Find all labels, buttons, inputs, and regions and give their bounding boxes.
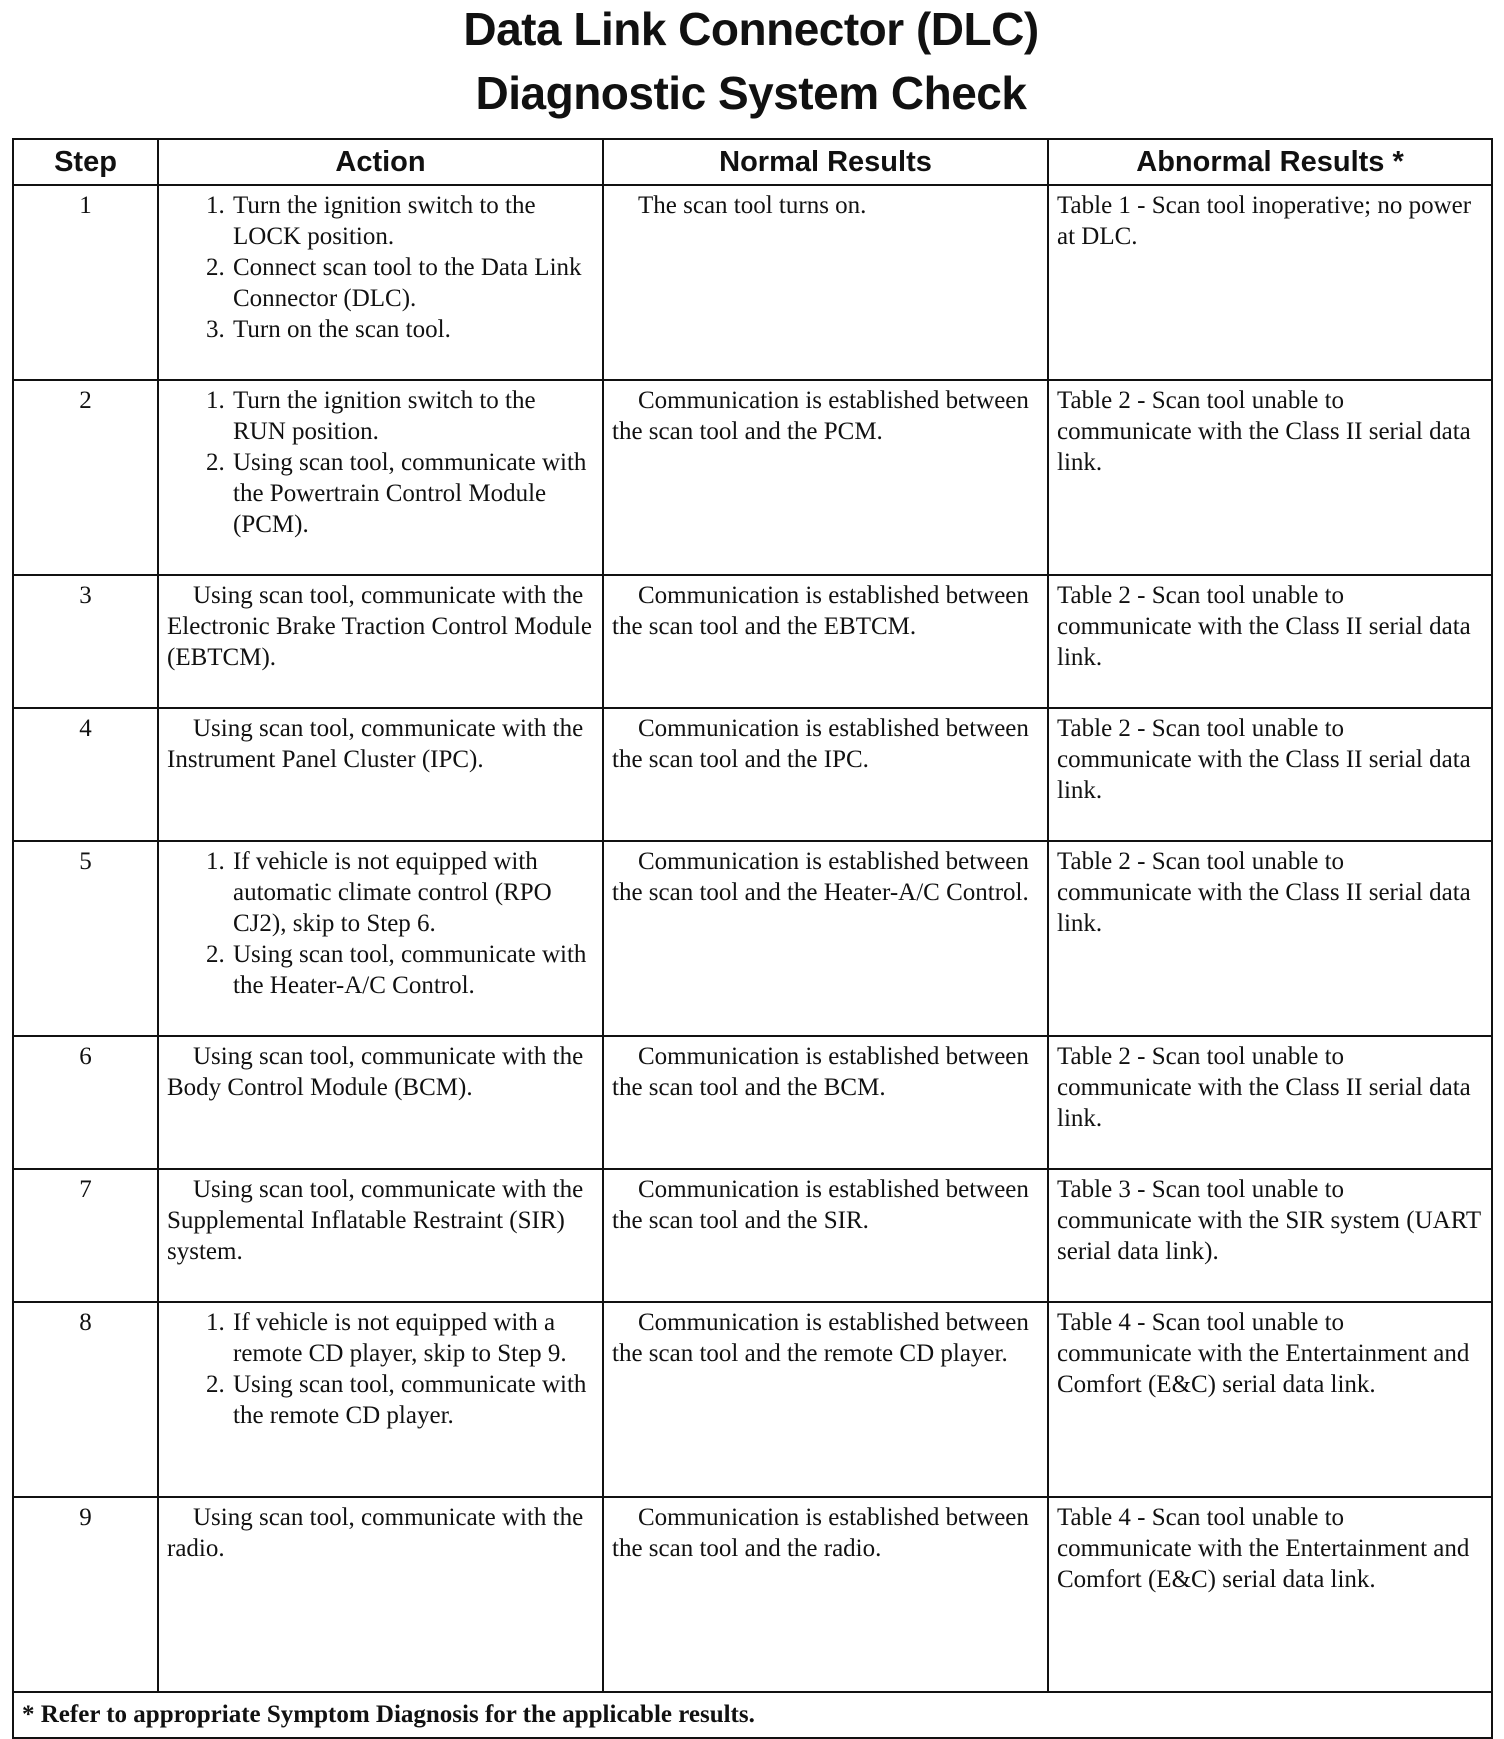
abnormal-result-cell: Table 4 - Scan tool unable to communicate with the Entertainment and Comfort (E&C) serial data link. xyxy=(1048,1302,1492,1497)
action-item: 2. Using scan tool, communicate with the Heater-A/C Control. xyxy=(231,939,594,1001)
normal-result-text: Communication is established between the scan tool and the BCM. xyxy=(612,1043,1029,1101)
normal-result-cell xyxy=(603,1169,1048,1302)
normal-result-cell xyxy=(603,1036,1048,1169)
action-cell xyxy=(158,575,603,708)
header-abnormal-results: Abnormal Results * xyxy=(1048,139,1492,185)
step-number: 8 xyxy=(13,1302,158,1497)
normal-result-text: Communication is established between the scan tool and the radio. xyxy=(612,1504,1029,1562)
action-list xyxy=(167,1307,594,1431)
table-row xyxy=(13,185,1492,380)
normal-result-text: The scan tool turns on. xyxy=(638,192,867,219)
table-row xyxy=(13,841,1492,1036)
table-row xyxy=(13,380,1492,575)
action-cell xyxy=(158,1169,603,1302)
abnormal-result-cell: Table 3 - Scan tool unable to communicate with the SIR system (UART serial data link). xyxy=(1048,1169,1492,1302)
header-normal-results: Normal Results xyxy=(603,139,1048,185)
action-item: 2. Using scan tool, communicate with the Powertrain Control Module (PCM). xyxy=(231,447,594,540)
action-item: 1. Turn the ignition switch to the LOCK position. xyxy=(231,190,594,252)
abnormal-result-cell: Table 2 - Scan tool unable to communicate with the Class II serial data link. xyxy=(1048,1036,1492,1169)
normal-result-cell xyxy=(603,708,1048,841)
action-list xyxy=(167,385,594,540)
table-row xyxy=(13,1302,1492,1497)
action-cell xyxy=(158,1497,603,1692)
abnormal-result-cell: Table 4 - Scan tool unable to communicate with the Entertainment and Comfort (E&C) serial data link. xyxy=(1048,1497,1492,1692)
action-item: 1. Turn the ignition switch to the RUN position. xyxy=(231,385,594,447)
action-text: Using scan tool, communicate with the Body Control Module (BCM). xyxy=(167,1043,584,1101)
action-list xyxy=(167,190,594,345)
abnormal-result-cell: Table 2 - Scan tool unable to communicate with the Class II serial data link. xyxy=(1048,380,1492,575)
action-list xyxy=(167,846,594,1001)
normal-result-text: Communication is established between the scan tool and the PCM. xyxy=(612,387,1029,445)
step-number: 4 xyxy=(13,708,158,841)
abnormal-result-cell: Table 2 - Scan tool unable to communicate with the Class II serial data link. xyxy=(1048,708,1492,841)
normal-result-cell xyxy=(603,1302,1048,1497)
action-text: Using scan tool, communicate with the radio. xyxy=(167,1504,584,1562)
step-number: 9 xyxy=(13,1497,158,1692)
action-item: 1. If vehicle is not equipped with a remote CD player, skip to Step 9. xyxy=(231,1307,594,1369)
action-item: 3. Turn on the scan tool. xyxy=(231,314,594,345)
table-header-row xyxy=(13,139,1492,185)
action-cell xyxy=(158,841,603,1036)
abnormal-result-cell: Table 1 - Scan tool inoperative; no power at DLC. xyxy=(1048,185,1492,380)
header-step: Step xyxy=(13,139,158,185)
table-row xyxy=(13,575,1492,708)
action-cell xyxy=(158,708,603,841)
step-number: 5 xyxy=(13,841,158,1036)
table-row xyxy=(13,1169,1492,1302)
normal-result-cell xyxy=(603,1497,1048,1692)
table-row xyxy=(13,708,1492,841)
step-number: 2 xyxy=(13,380,158,575)
action-item: 1. If vehicle is not equipped with automatic climate control (RPO CJ2), skip to Step 6. xyxy=(231,846,594,939)
action-text: Using scan tool, communicate with the Electronic Brake Traction Control Module (EBTCM). xyxy=(167,582,592,671)
step-number: 6 xyxy=(13,1036,158,1169)
step-number: 3 xyxy=(13,575,158,708)
normal-result-text: Communication is established between the scan tool and the Heater-A/C Control. xyxy=(612,848,1029,906)
normal-result-cell xyxy=(603,575,1048,708)
normal-result-text: Communication is established between the scan tool and the IPC. xyxy=(612,715,1029,773)
step-number: 1 xyxy=(13,185,158,380)
action-cell xyxy=(158,380,603,575)
action-cell xyxy=(158,1036,603,1169)
action-cell xyxy=(158,1302,603,1497)
normal-result-cell xyxy=(603,841,1048,1036)
page-subtitle: Diagnostic System Check xyxy=(475,67,1027,119)
action-item: 2. Using scan tool, communicate with the remote CD player. xyxy=(231,1369,594,1431)
table-row xyxy=(13,1036,1492,1169)
abnormal-result-cell: Table 2 - Scan tool unable to communicate with the Class II serial data link. xyxy=(1048,841,1492,1036)
step-number: 7 xyxy=(13,1169,158,1302)
normal-result-text: Communication is established between the scan tool and the EBTCM. xyxy=(612,582,1029,640)
header-action: Action xyxy=(158,139,603,185)
abnormal-result-cell: Table 2 - Scan tool unable to communicate with the Class II serial data link. xyxy=(1048,575,1492,708)
action-text: Using scan tool, communicate with the Instrument Panel Cluster (IPC). xyxy=(167,715,584,773)
normal-result-text: Communication is established between the scan tool and the SIR. xyxy=(612,1176,1029,1234)
action-item: 2. Connect scan tool to the Data Link Connector (DLC). xyxy=(231,252,594,314)
normal-result-cell xyxy=(603,185,1048,380)
normal-result-cell xyxy=(603,380,1048,575)
action-cell xyxy=(158,185,603,380)
footer-row xyxy=(13,1692,1492,1738)
normal-result-text: Communication is established between the scan tool and the remote CD player. xyxy=(612,1309,1029,1367)
diagnostic-table xyxy=(12,138,1493,1739)
action-text: Using scan tool, communicate with the Supplemental Inflatable Restraint (SIR) system. xyxy=(167,1176,584,1265)
footnote: * Refer to appropriate Symptom Diagnosis for the applicable results. xyxy=(13,1692,1492,1738)
page-title: Data Link Connector (DLC) xyxy=(463,3,1039,55)
table-row xyxy=(13,1497,1492,1692)
